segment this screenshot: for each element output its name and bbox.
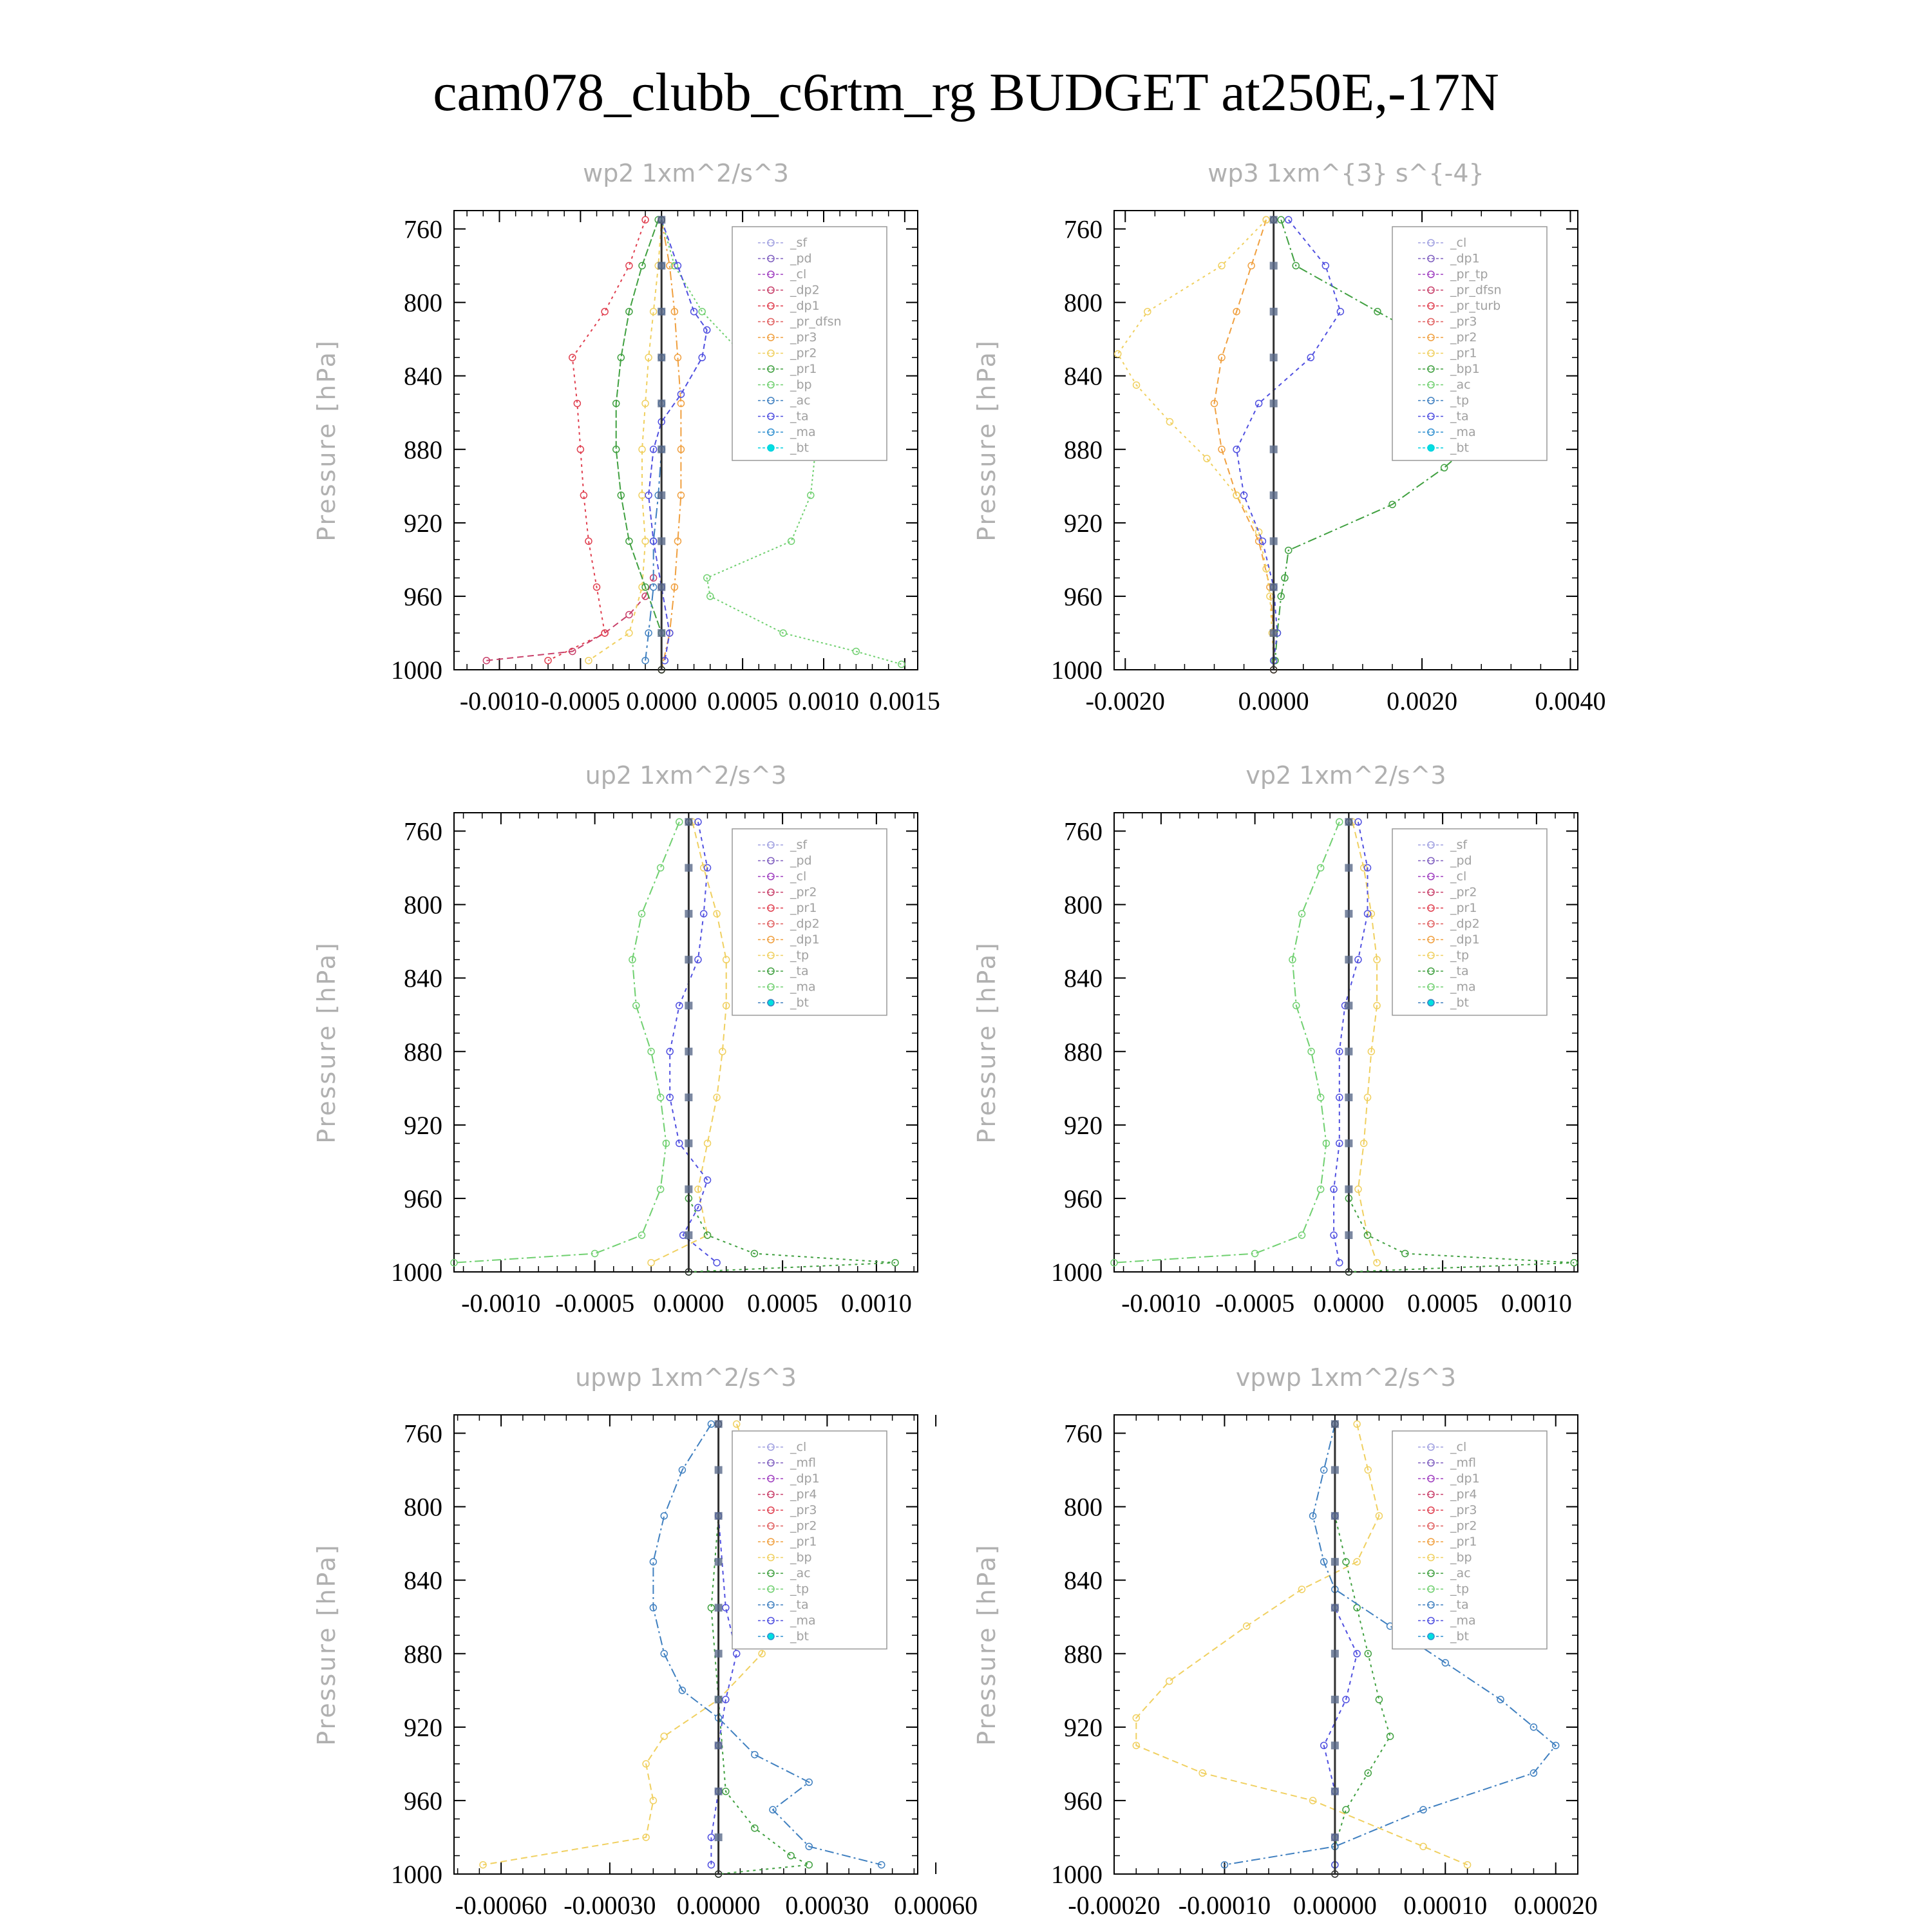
vpwp-zero-marker bbox=[1331, 1420, 1339, 1428]
wp3-zero-marker bbox=[1270, 262, 1278, 270]
upwp-legend-label: _ma bbox=[790, 1613, 816, 1628]
wp3-legend-label: _ta bbox=[1450, 409, 1469, 424]
upwp-legend-label: _pr4 bbox=[790, 1487, 817, 1502]
wp2-series-line-pr3 bbox=[661, 220, 681, 670]
vp2-y-tick-label: 800 bbox=[1064, 890, 1103, 920]
wp3-data-point-pr1 bbox=[1115, 350, 1121, 357]
wp3-legend-label: _dp1 bbox=[1450, 251, 1480, 266]
wp3-y-tick-label: 1000 bbox=[1051, 656, 1103, 685]
vpwp-legend-label: _pr3 bbox=[1450, 1503, 1477, 1517]
vp2-zero-marker bbox=[1345, 864, 1352, 872]
vpwp-x-tick-label: 0.00010 bbox=[1403, 1891, 1488, 1920]
upwp-zero-marker bbox=[715, 1650, 723, 1658]
wp2-y-tick-label: 960 bbox=[404, 582, 442, 611]
wp3-y-tick-label: 760 bbox=[1064, 214, 1103, 244]
wp3-y-tick-label: 880 bbox=[1064, 435, 1103, 464]
upwp-x-tick-label: 0.00000 bbox=[676, 1891, 761, 1920]
vp2-legend-label: _cl bbox=[1450, 869, 1467, 884]
up2-data-point-pr1 bbox=[648, 1260, 654, 1266]
upwp-zero-marker bbox=[715, 1788, 723, 1795]
vp2-y-tick-label: 920 bbox=[1064, 1110, 1103, 1140]
up2-series-line-ta bbox=[670, 822, 717, 1262]
vpwp-zero-marker bbox=[1331, 1604, 1339, 1611]
vpwp-legend-label: _pr1 bbox=[1450, 1535, 1477, 1549]
upwp-data-point-pr1 bbox=[661, 1733, 667, 1739]
up2-data-point-ta bbox=[714, 1260, 720, 1266]
wp2-zero-marker bbox=[658, 308, 665, 316]
wp2-x-tick-label: -0.0005 bbox=[540, 687, 621, 715]
upwp-legend-marker bbox=[768, 1633, 774, 1640]
up2-legend-label: _bt bbox=[790, 996, 810, 1010]
vp2-legend-label: _pr2 bbox=[1450, 885, 1477, 900]
upwp-legend-label: _ac bbox=[790, 1566, 811, 1580]
vpwp-legend-marker bbox=[1428, 1633, 1434, 1640]
wp3-zero-marker bbox=[1270, 537, 1278, 545]
up2-legend-label: _sf bbox=[790, 838, 808, 852]
upwp-y-tick-label: 880 bbox=[404, 1639, 442, 1669]
vpwp-y-tick-label: 1000 bbox=[1051, 1860, 1103, 1889]
wp3-series-line-pr2 bbox=[1215, 220, 1274, 670]
vpwp-zero-marker bbox=[1331, 1788, 1339, 1795]
upwp-legend-label: _pr2 bbox=[790, 1519, 817, 1533]
vpwp-x-tick-label: -0.00010 bbox=[1178, 1891, 1271, 1920]
wp2-zero-marker bbox=[658, 216, 665, 223]
wp2-legend-label: _pr3 bbox=[790, 330, 817, 345]
wp3-zero-marker bbox=[1270, 399, 1278, 407]
wp2-zero-marker bbox=[658, 491, 665, 499]
wp2-data-point-pr2 bbox=[585, 658, 592, 664]
vpwp-x-tick-label: 0.00020 bbox=[1513, 1891, 1598, 1920]
vp2-legend-label: _pd bbox=[1450, 853, 1472, 868]
up2-data-point-dp1 bbox=[658, 865, 664, 871]
wp3-legend-label: _tp bbox=[1450, 393, 1470, 408]
vp2-series-line-ta bbox=[1334, 822, 1367, 1262]
up2-series-line-dp1 bbox=[454, 822, 679, 1262]
up2-legend-label: _pd bbox=[790, 853, 812, 868]
wp2-data-point-ta bbox=[691, 308, 697, 315]
upwp-zero-marker bbox=[715, 1696, 723, 1703]
wp2-legend-label: _ta bbox=[790, 409, 809, 424]
vpwp-legend-label: _ta bbox=[1450, 1598, 1469, 1612]
wp2-zero-marker bbox=[658, 399, 665, 407]
vp2-data-point-dp1 bbox=[1336, 819, 1343, 825]
vpwp-x-tick-label: 0.00000 bbox=[1293, 1891, 1377, 1920]
upwp-x-tick-label: -0.00030 bbox=[564, 1891, 656, 1920]
wp2-series-line-pr2 bbox=[589, 220, 661, 660]
upwp-y-tick-label: 800 bbox=[404, 1492, 442, 1522]
upwp-legend-label: _tp bbox=[790, 1582, 810, 1596]
wp2-zero-marker bbox=[658, 262, 665, 270]
wp3-zero-marker bbox=[1270, 583, 1278, 591]
vp2-data-point-dp1 bbox=[1308, 1048, 1314, 1055]
wp3-data-point-pr1 bbox=[1204, 455, 1210, 462]
wp2-data-point-pr2 bbox=[626, 630, 632, 636]
wp2-zero-marker bbox=[658, 537, 665, 545]
wp3-zero-marker bbox=[1270, 629, 1278, 637]
vp2-series-line-pr1 bbox=[1352, 822, 1377, 1262]
wp2-zero-marker bbox=[658, 583, 665, 591]
wp2-y-tick-label: 760 bbox=[404, 214, 442, 244]
wp3-data-point-pr1 bbox=[1218, 263, 1225, 269]
vp2-x-tick-label: 0.0005 bbox=[1407, 1289, 1479, 1318]
up2-y-tick-label: 920 bbox=[404, 1110, 442, 1140]
vp2-y-tick-label: 760 bbox=[1064, 817, 1103, 846]
wp3-series-line-pr1 bbox=[1118, 220, 1274, 660]
vpwp-series-line-ta bbox=[1324, 1424, 1357, 1864]
figure-title: cam078_clubb_c6rtm_rg BUDGET at250E,-17N bbox=[433, 62, 1499, 122]
wp3-zero-marker bbox=[1270, 308, 1278, 316]
wp3-y-tick-label: 800 bbox=[1064, 288, 1103, 317]
vp2-data-point-dp1 bbox=[1318, 865, 1324, 871]
upwp-legend-label: _cl bbox=[790, 1440, 807, 1454]
up2-x-tick-label: -0.0010 bbox=[461, 1289, 541, 1318]
vp2-zero-marker bbox=[1345, 1139, 1352, 1147]
vpwp-legend-label: _pr2 bbox=[1450, 1519, 1477, 1533]
upwp-zero-marker bbox=[715, 1558, 723, 1566]
wp2-data-point-dp1 bbox=[642, 216, 649, 223]
wp3-legend-label: _pr1 bbox=[1450, 346, 1477, 361]
upwp-legend-label: _bt bbox=[790, 1629, 810, 1643]
vpwp-legend-label: _bp bbox=[1450, 1550, 1472, 1565]
upwp-legend-label: _bp bbox=[790, 1550, 812, 1565]
upwp-y-tick-label: 960 bbox=[404, 1786, 442, 1815]
vp2-zero-marker bbox=[1345, 956, 1352, 963]
wp2-x-tick-label: -0.0010 bbox=[459, 687, 540, 715]
wp3-x-tick-label: 0.0040 bbox=[1535, 687, 1606, 715]
vp2-zero-marker bbox=[1345, 1001, 1352, 1009]
up2-zero-marker bbox=[685, 1094, 692, 1101]
wp3-legend-label: _pr_turb bbox=[1450, 299, 1501, 313]
vp2-y-tick-label: 880 bbox=[1064, 1037, 1103, 1066]
upwp-legend-label: _mfl bbox=[790, 1455, 816, 1470]
up2-data-point-dp1 bbox=[638, 1232, 645, 1238]
wp3-data-point-ta bbox=[1337, 308, 1343, 315]
vp2-zero-marker bbox=[1345, 1048, 1352, 1056]
vpwp-zero-marker bbox=[1331, 1650, 1339, 1658]
vp2-y-tick-label: 960 bbox=[1064, 1184, 1103, 1213]
wp2-legend-label: _dp2 bbox=[790, 283, 820, 298]
up2-zero-marker bbox=[685, 864, 692, 872]
up2-panel-title: up2 1xm^2/s^3 bbox=[585, 761, 787, 790]
wp2-legend-marker bbox=[768, 445, 774, 451]
up2-zero-marker bbox=[685, 1186, 692, 1193]
vp2-series-line-dp1 bbox=[1114, 822, 1340, 1262]
wp3-data-point-ta bbox=[1307, 354, 1314, 361]
up2-y-tick-label: 760 bbox=[404, 817, 442, 846]
wp3-y-axis-label: Pressure [hPa] bbox=[972, 339, 1001, 542]
vpwp-panel-title: vpwp 1xm^2/s^3 bbox=[1235, 1363, 1457, 1392]
wp2-y-tick-label: 1000 bbox=[391, 656, 442, 685]
vp2-legend-marker bbox=[1428, 999, 1434, 1006]
wp2-legend-label: _cl bbox=[790, 267, 807, 281]
up2-zero-marker bbox=[685, 818, 692, 826]
wp2-data-point-dp1 bbox=[545, 658, 551, 664]
up2-zero-marker bbox=[685, 1048, 692, 1056]
vpwp-x-tick-label: -0.00020 bbox=[1068, 1891, 1160, 1920]
wp3-data-point-pr1 bbox=[1263, 216, 1269, 223]
wp3-data-point-bp1 bbox=[1278, 216, 1284, 223]
upwp-y-axis-label: Pressure [hPa] bbox=[312, 1543, 341, 1746]
vp2-series-line-dp2 bbox=[1349, 1198, 1574, 1272]
up2-legend-label: _tp bbox=[790, 948, 810, 963]
up2-x-tick-label: 0.0010 bbox=[840, 1289, 912, 1318]
upwp-y-tick-label: 760 bbox=[404, 1419, 442, 1448]
up2-zero-marker bbox=[685, 1001, 692, 1009]
wp2-legend-label: _pr_dfsn bbox=[790, 314, 842, 329]
wp3-y-tick-label: 840 bbox=[1064, 361, 1103, 391]
vpwp-zero-marker bbox=[1331, 1741, 1339, 1749]
vpwp-y-tick-label: 840 bbox=[1064, 1566, 1103, 1595]
vpwp-zero-marker bbox=[1331, 1558, 1339, 1566]
wp3-x-tick-label: -0.0020 bbox=[1085, 687, 1165, 715]
up2-zero-marker bbox=[685, 910, 692, 918]
wp3-data-point-pr1 bbox=[1144, 308, 1151, 315]
wp3-legend-label: _cl bbox=[1450, 236, 1467, 250]
up2-legend-label: _ta bbox=[790, 964, 809, 978]
vp2-zero-marker bbox=[1345, 1094, 1352, 1101]
wp3-legend-label: _pr2 bbox=[1450, 330, 1477, 345]
wp2-zero-marker bbox=[658, 446, 665, 453]
vp2-legend-label: _tp bbox=[1450, 948, 1470, 963]
up2-y-tick-label: 1000 bbox=[391, 1258, 442, 1287]
upwp-data-point-tp bbox=[752, 1752, 758, 1758]
up2-zero-marker bbox=[685, 1231, 692, 1239]
up2-y-tick-label: 800 bbox=[404, 890, 442, 920]
wp3-legend-label: _pr_dfsn bbox=[1450, 283, 1502, 298]
vp2-legend-label: _bt bbox=[1450, 996, 1470, 1010]
upwp-data-point-pr1 bbox=[734, 1421, 740, 1427]
vp2-legend-label: _sf bbox=[1450, 838, 1468, 852]
up2-y-axis-label: Pressure [hPa] bbox=[312, 941, 341, 1144]
wp2-legend-label: _pr1 bbox=[790, 362, 817, 376]
vpwp-y-tick-label: 760 bbox=[1064, 1419, 1103, 1448]
vp2-x-tick-label: -0.0005 bbox=[1215, 1289, 1295, 1318]
vpwp-series-line-bp bbox=[1335, 1424, 1390, 1864]
wp2-y-tick-label: 880 bbox=[404, 435, 442, 464]
wp3-y-tick-label: 920 bbox=[1064, 508, 1103, 538]
wp2-data-point-dp1 bbox=[626, 263, 632, 269]
wp3-legend-label: _bp1 bbox=[1450, 362, 1480, 376]
upwp-zero-marker bbox=[715, 1604, 723, 1611]
wp3-panel-title: wp3 1xm^{3} s^{-4} bbox=[1208, 159, 1484, 187]
wp2-legend-label: _ma bbox=[790, 425, 816, 439]
upwp-legend-label: _ta bbox=[790, 1598, 809, 1612]
wp3-data-point-ta bbox=[1322, 263, 1329, 269]
upwp-y-tick-label: 920 bbox=[404, 1712, 442, 1742]
vp2-legend-label: _dp1 bbox=[1450, 933, 1480, 947]
up2-legend-label: _ma bbox=[790, 980, 816, 994]
upwp-x-tick-label: 0.00060 bbox=[894, 1891, 978, 1920]
up2-x-tick-label: 0.0005 bbox=[747, 1289, 819, 1318]
up2-y-tick-label: 880 bbox=[404, 1037, 442, 1066]
wp3-zero-marker bbox=[1270, 446, 1278, 453]
up2-legend-label: _dp2 bbox=[790, 916, 820, 931]
up2-legend-label: _pr1 bbox=[790, 901, 817, 915]
vpwp-data-point-pr1 bbox=[1420, 1843, 1426, 1850]
upwp-zero-marker bbox=[715, 1833, 723, 1841]
wp3-data-point-pr1 bbox=[1166, 419, 1173, 425]
wp3-data-point-ta bbox=[1285, 216, 1292, 223]
up2-legend-label: _dp1 bbox=[790, 933, 820, 947]
wp3-data-point-pr2 bbox=[1256, 538, 1262, 544]
up2-data-point-dp1 bbox=[676, 819, 683, 825]
upwp-zero-marker bbox=[715, 1420, 723, 1428]
wp2-panel-title: wp2 1xm^2/s^3 bbox=[583, 159, 789, 187]
up2-legend-label: _cl bbox=[790, 869, 807, 884]
wp2-y-tick-label: 800 bbox=[404, 288, 442, 317]
wp2-series-line-ta bbox=[649, 220, 707, 660]
wp2-legend-label: _ac bbox=[790, 393, 811, 408]
wp2-legend-label: _pr2 bbox=[790, 346, 817, 361]
wp3-zero-marker bbox=[1270, 216, 1278, 223]
up2-y-tick-label: 960 bbox=[404, 1184, 442, 1213]
vp2-data-point-pr1 bbox=[1374, 1260, 1380, 1266]
vpwp-y-tick-label: 800 bbox=[1064, 1492, 1103, 1522]
wp2-zero-marker bbox=[658, 629, 665, 637]
wp2-x-tick-label: 0.0015 bbox=[869, 687, 940, 715]
upwp-legend-label: _pr1 bbox=[790, 1535, 817, 1549]
upwp-legend-label: _pr3 bbox=[790, 1503, 817, 1517]
upwp-legend-label: _dp1 bbox=[790, 1472, 820, 1486]
wp2-x-tick-label: 0.0000 bbox=[626, 687, 697, 715]
up2-data-point-dp1 bbox=[648, 1048, 654, 1055]
vpwp-y-tick-label: 920 bbox=[1064, 1712, 1103, 1742]
up2-legend-label: _pr2 bbox=[790, 885, 817, 900]
wp2-legend-label: _pd bbox=[790, 251, 812, 266]
wp3-data-point-bp1 bbox=[1441, 464, 1448, 471]
wp3-data-point-ta bbox=[1256, 400, 1262, 406]
vpwp-legend-label: _bt bbox=[1450, 1629, 1470, 1643]
vpwp-zero-marker bbox=[1331, 1696, 1339, 1703]
upwp-data-point-bp bbox=[788, 1852, 794, 1859]
upwp-data-point-tp bbox=[708, 1421, 714, 1427]
wp3-legend-marker bbox=[1428, 445, 1434, 451]
wp2-legend-label: _bt bbox=[790, 440, 810, 455]
vp2-legend-label: _dp2 bbox=[1450, 916, 1480, 931]
vpwp-legend-label: _ma bbox=[1450, 1613, 1476, 1628]
vpwp-legend-label: _mfl bbox=[1450, 1455, 1476, 1470]
vp2-y-tick-label: 1000 bbox=[1051, 1258, 1103, 1287]
wp2-legend-label: _dp1 bbox=[790, 299, 820, 313]
wp3-data-point-ta bbox=[1233, 446, 1240, 453]
vp2-zero-marker bbox=[1345, 818, 1352, 826]
vpwp-legend-label: _cl bbox=[1450, 1440, 1467, 1454]
wp3-x-tick-label: 0.0000 bbox=[1238, 687, 1309, 715]
wp3-x-tick-label: 0.0020 bbox=[1387, 687, 1458, 715]
vpwp-data-point-pr1 bbox=[1166, 1678, 1173, 1685]
upwp-data-point-bp bbox=[752, 1825, 758, 1832]
vpwp-legend-label: _dp1 bbox=[1450, 1472, 1480, 1486]
wp2-y-tick-label: 920 bbox=[404, 508, 442, 538]
wp3-legend-label: _ma bbox=[1450, 425, 1476, 439]
wp2-zero-marker bbox=[658, 354, 665, 361]
wp2-y-tick-label: 840 bbox=[404, 361, 442, 391]
wp3-series-line-ta bbox=[1236, 220, 1340, 660]
vpwp-zero-marker bbox=[1331, 1833, 1339, 1841]
upwp-zero-marker bbox=[715, 1741, 723, 1749]
wp3-zero-marker bbox=[1270, 354, 1278, 361]
wp2-series-line-dp2 bbox=[486, 578, 653, 660]
up2-x-tick-label: 0.0000 bbox=[653, 1289, 724, 1318]
vp2-zero-marker bbox=[1345, 910, 1352, 918]
vp2-panel-title: vp2 1xm^2/s^3 bbox=[1245, 761, 1446, 790]
wp2-data-point-dp2 bbox=[626, 611, 632, 618]
wp3-zero-marker bbox=[1270, 491, 1278, 499]
up2-zero-marker bbox=[685, 1139, 692, 1147]
wp2-series-line-dp1 bbox=[548, 220, 645, 660]
wp2-legend-label: _sf bbox=[790, 236, 808, 250]
up2-x-tick-label: -0.0005 bbox=[554, 1289, 635, 1318]
wp2-legend-label: _bp bbox=[790, 377, 812, 392]
wp2-data-point-bp bbox=[788, 538, 795, 544]
vp2-y-axis-label: Pressure [hPa] bbox=[972, 941, 1001, 1144]
vpwp-zero-marker bbox=[1331, 1466, 1339, 1474]
vp2-legend-label: _ma bbox=[1450, 980, 1476, 994]
upwp-y-tick-label: 1000 bbox=[391, 1860, 442, 1889]
vpwp-legend-label: _tp bbox=[1450, 1582, 1470, 1596]
wp2-x-tick-label: 0.0005 bbox=[707, 687, 779, 715]
upwp-zero-marker bbox=[715, 1466, 723, 1474]
vp2-legend-label: _pr1 bbox=[1450, 901, 1477, 915]
wp3-legend-label: _ac bbox=[1450, 377, 1471, 392]
vp2-y-tick-label: 840 bbox=[1064, 963, 1103, 993]
upwp-y-tick-label: 840 bbox=[404, 1566, 442, 1595]
vp2-zero-marker bbox=[1345, 1186, 1352, 1193]
vp2-x-tick-label: 0.0010 bbox=[1501, 1289, 1572, 1318]
up2-y-tick-label: 840 bbox=[404, 963, 442, 993]
vpwp-data-point-bp bbox=[1343, 1806, 1349, 1813]
wp3-legend-label: _bt bbox=[1450, 440, 1470, 455]
wp2-data-point-bp bbox=[699, 308, 705, 315]
vpwp-legend-label: _ac bbox=[1450, 1566, 1471, 1580]
wp3-data-point-pr2 bbox=[1248, 263, 1255, 269]
wp3-legend-label: _pr_tp bbox=[1450, 267, 1488, 281]
wp3-y-tick-label: 960 bbox=[1064, 582, 1103, 611]
wp2-data-point-dp1 bbox=[601, 308, 608, 315]
vpwp-y-tick-label: 960 bbox=[1064, 1786, 1103, 1815]
vpwp-legend-label: _pr4 bbox=[1450, 1487, 1477, 1502]
wp3-legend-label: _pr3 bbox=[1450, 314, 1477, 329]
vpwp-y-tick-label: 880 bbox=[1064, 1639, 1103, 1669]
vp2-zero-marker bbox=[1345, 1231, 1352, 1239]
vp2-legend-label: _ta bbox=[1450, 964, 1469, 978]
upwp-x-tick-label: 0.00030 bbox=[785, 1891, 869, 1920]
vpwp-zero-marker bbox=[1331, 1512, 1339, 1520]
vp2-x-tick-label: 0.0000 bbox=[1313, 1289, 1385, 1318]
vpwp-y-axis-label: Pressure [hPa] bbox=[972, 1543, 1001, 1746]
upwp-panel-title: upwp 1xm^2/s^3 bbox=[575, 1363, 797, 1392]
up2-legend-marker bbox=[768, 999, 774, 1006]
wp2-x-tick-label: 0.0010 bbox=[788, 687, 859, 715]
wp2-y-axis-label: Pressure [hPa] bbox=[312, 339, 341, 542]
vp2-x-tick-label: -0.0010 bbox=[1121, 1289, 1201, 1318]
vp2-data-point-dp1 bbox=[1298, 1232, 1305, 1238]
upwp-zero-marker bbox=[715, 1512, 723, 1520]
upwp-x-tick-label: -0.00060 bbox=[455, 1891, 547, 1920]
up2-zero-marker bbox=[685, 956, 692, 963]
